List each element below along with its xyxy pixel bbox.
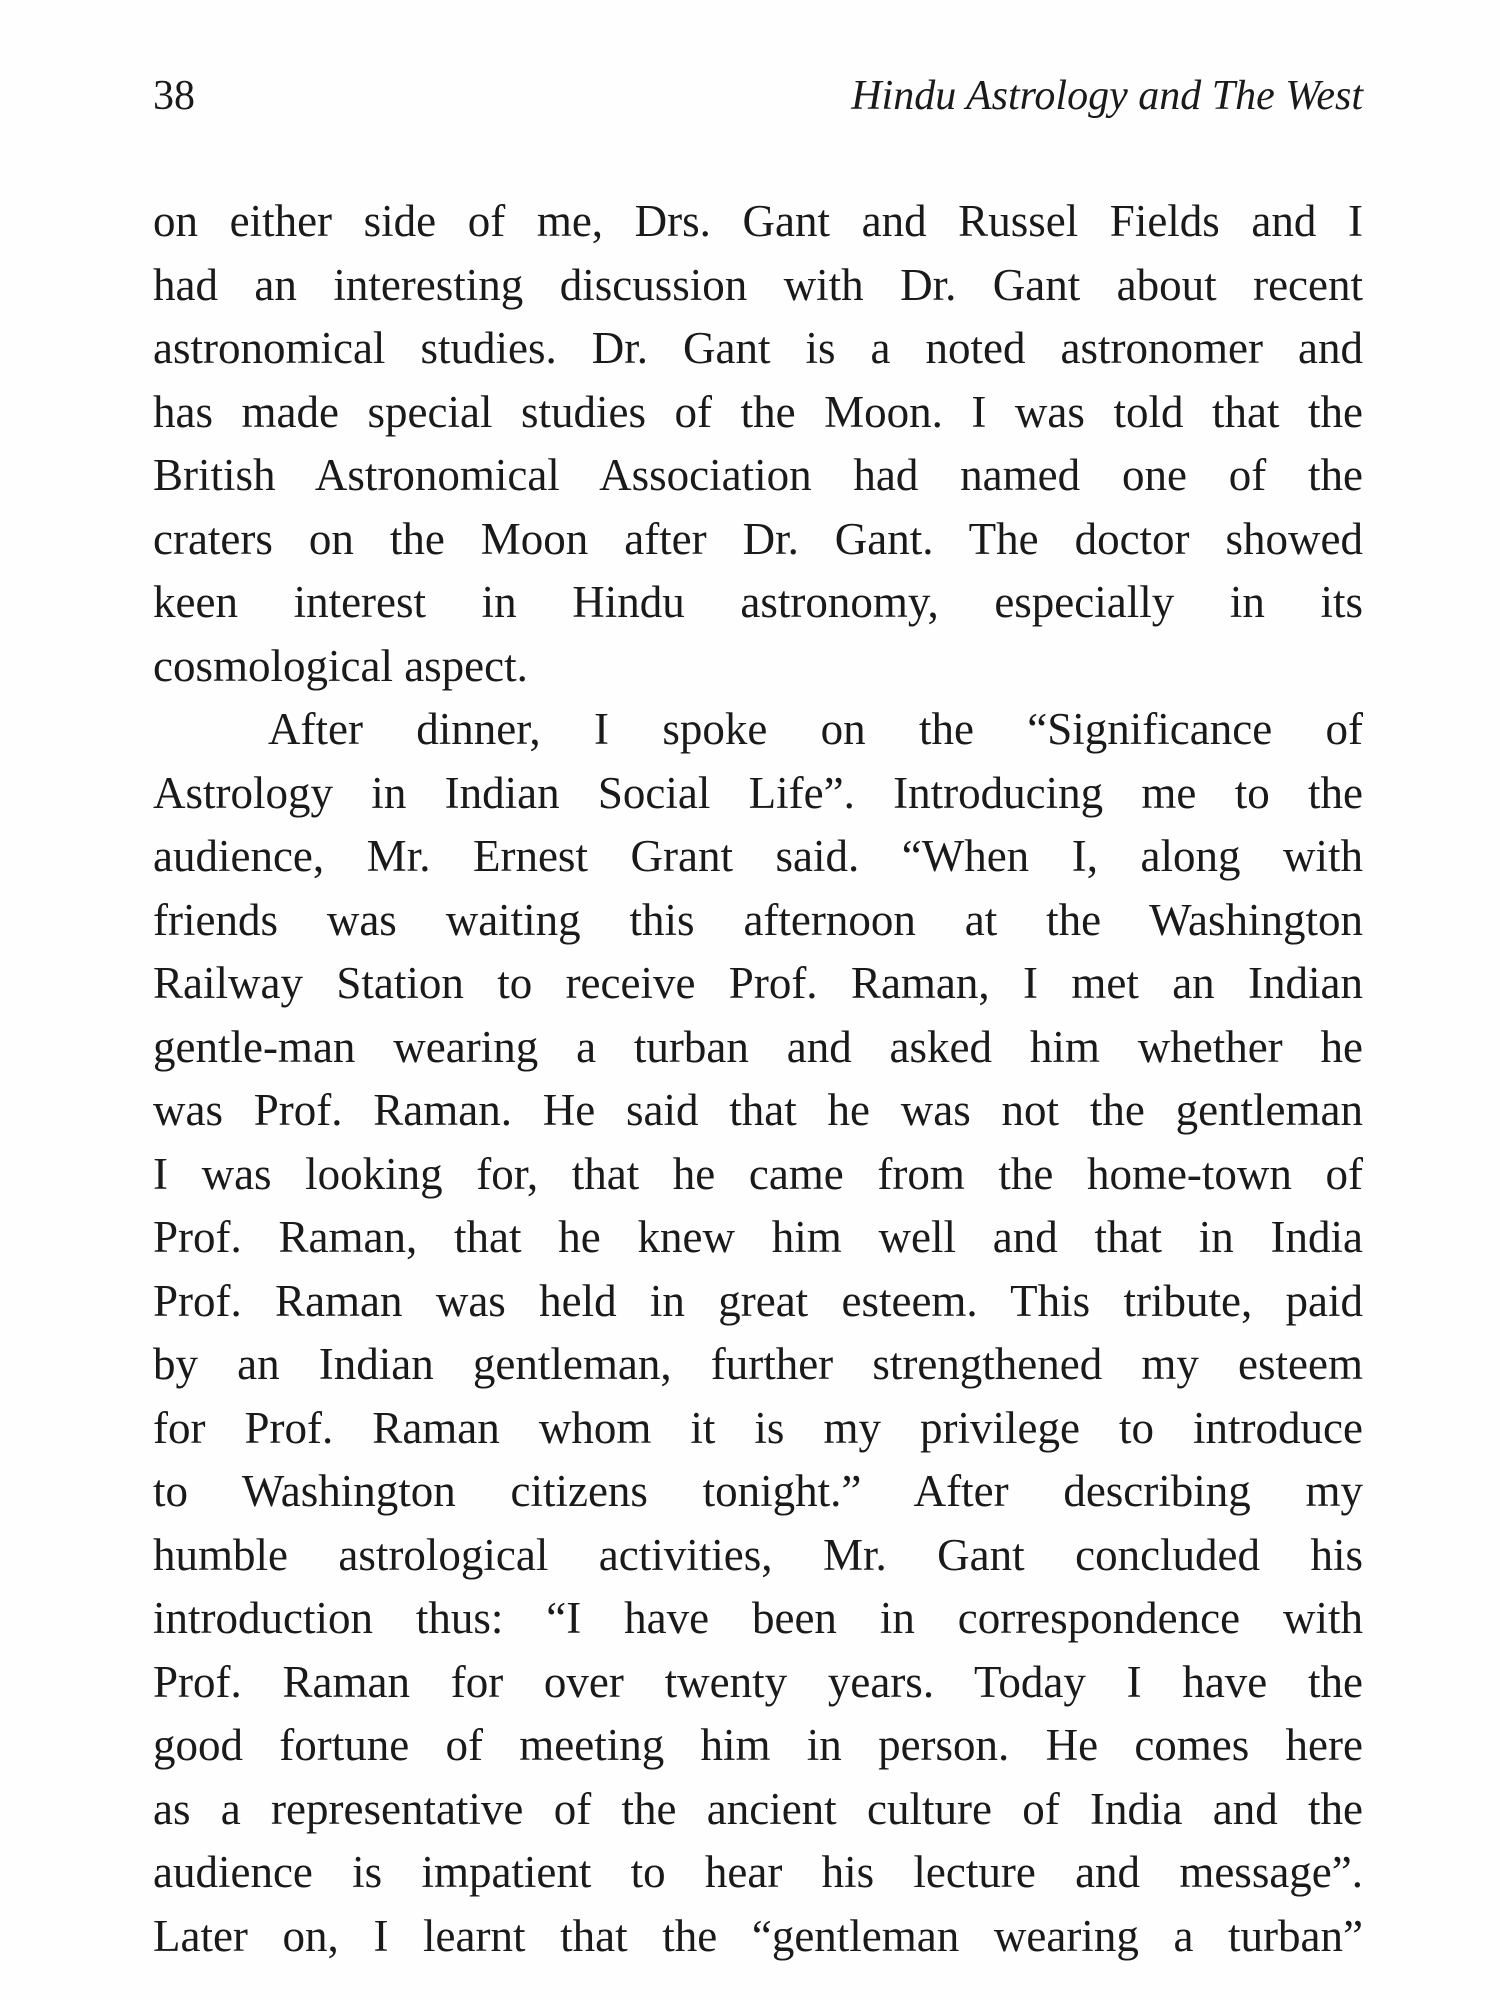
text-line: Prof. Raman was held in great esteem. This tribute, paid xyxy=(153,1275,1363,1326)
text-line: Prof. Raman for over twenty years. Today I have the xyxy=(153,1656,1363,1707)
book-title: Hindu Astrology and The West xyxy=(851,73,1363,119)
text-line: introduction thus: “I have been in correspondence with xyxy=(153,1593,1363,1643)
text-line: by an Indian gentleman, further strengthened my esteem xyxy=(153,1339,1363,1389)
text-line: astronomical studies. Dr. Gant is a noted astronomer and xyxy=(153,323,1363,373)
text-line: humble astrological activities, Mr. Gant concluded his xyxy=(153,1529,1363,1580)
text-line: good fortune of meeting him in person. He comes here xyxy=(153,1720,1363,1770)
text-line: for Prof. Raman whom it is my privilege to introduce xyxy=(153,1402,1363,1453)
text-line: friends was waiting this afternoon at the Washington xyxy=(153,894,1363,945)
text-line: had an interesting discussion with Dr. Gant about recent xyxy=(153,259,1363,310)
paragraph-first-line: After dinner, I spoke on the “Significance of xyxy=(268,704,1363,754)
page-number: 38 xyxy=(153,73,195,119)
text-line: Railway Station to receive Prof. Raman, I met an Indian xyxy=(153,958,1363,1008)
text-line: has made special studies of the Moon. I was told that the xyxy=(153,386,1363,437)
text-line: Astrology in Indian Social Life”. Introducing me to the xyxy=(153,767,1363,818)
text-line: on either side of me, Drs. Gant and Russel Fields and I xyxy=(153,196,1363,246)
text-line: cosmological aspect. xyxy=(153,640,528,691)
body-text xyxy=(153,190,1363,1968)
text-line: was Prof. Raman. He said that he was not the gentleman xyxy=(153,1085,1363,1135)
text-line: to Washington citizens tonight.” After describing my xyxy=(153,1466,1363,1516)
text-line: keen interest in Hindu astronomy, especially in its xyxy=(153,577,1363,627)
text-line: audience, Mr. Ernest Grant said. “When I, along with xyxy=(153,831,1363,881)
text-line: as a representative of the ancient culture of India and the xyxy=(153,1783,1363,1834)
text-line: audience is impatient to hear his lecture and message”. xyxy=(153,1847,1363,1897)
running-head xyxy=(153,66,1363,126)
text-line: British Astronomical Association had named one of the xyxy=(153,450,1363,500)
text-line: Later on, I learnt that the “gentleman wearing a turban” xyxy=(153,1910,1363,1961)
text-line: I was looking for, that he came from the home-town of xyxy=(153,1148,1363,1199)
text-line: Prof. Raman, that he knew him well and that in India xyxy=(153,1212,1363,1262)
text-line: craters on the Moon after Dr. Gant. The doctor showed xyxy=(153,513,1363,564)
text-line: gentle-man wearing a turban and asked him whether he xyxy=(153,1021,1363,1072)
